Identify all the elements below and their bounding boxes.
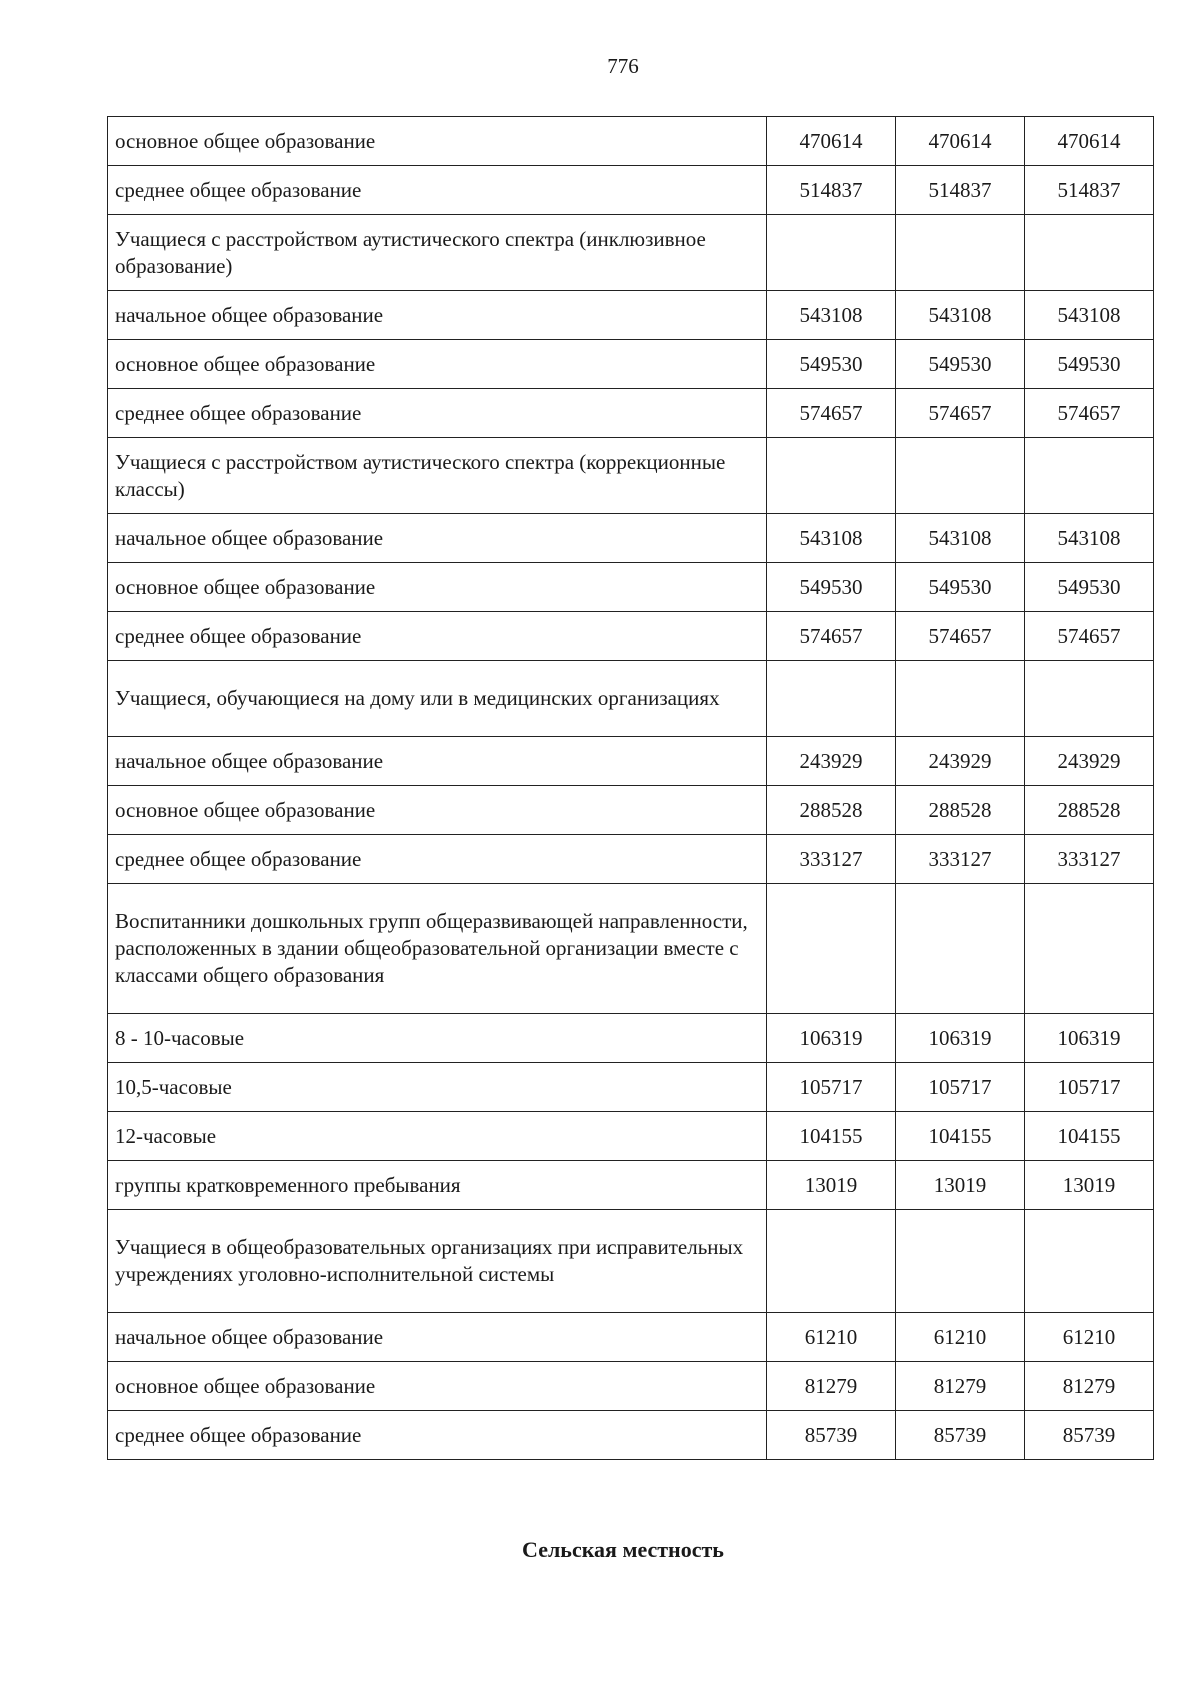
row-value: 243929 [896, 737, 1025, 786]
row-value: 106319 [767, 1014, 896, 1063]
row-value: 574657 [1025, 389, 1154, 438]
row-value [896, 438, 1025, 514]
row-value: 514837 [896, 166, 1025, 215]
row-label: начальное общее образование [108, 737, 767, 786]
row-value: 13019 [896, 1161, 1025, 1210]
row-value: 574657 [896, 389, 1025, 438]
row-value [767, 1210, 896, 1313]
row-label: основное общее образование [108, 340, 767, 389]
row-value: 81279 [767, 1362, 896, 1411]
row-value: 543108 [767, 291, 896, 340]
row-value: 543108 [1025, 291, 1154, 340]
table-row [108, 1063, 1154, 1112]
row-value: 543108 [896, 291, 1025, 340]
row-label: 12-часовые [108, 1112, 767, 1161]
table-row-category [108, 215, 1154, 291]
row-value: 105717 [767, 1063, 896, 1112]
table-row [108, 563, 1154, 612]
row-value: 333127 [896, 835, 1025, 884]
row-value [767, 438, 896, 514]
category-label: Воспитанники дошкольных групп общеразвивающей направленности, расположенных в здании общеобразовательной организации вместе с классами общего образования [108, 884, 767, 1014]
row-value: 61210 [767, 1313, 896, 1362]
row-label: основное общее образование [108, 786, 767, 835]
row-value: 13019 [767, 1161, 896, 1210]
row-value [1025, 438, 1154, 514]
table-row [108, 1362, 1154, 1411]
row-label: среднее общее образование [108, 389, 767, 438]
tariff-table [107, 116, 1154, 1460]
row-value: 106319 [1025, 1014, 1154, 1063]
table-row [108, 1014, 1154, 1063]
row-value: 85739 [896, 1411, 1025, 1460]
row-label: основное общее образование [108, 117, 767, 166]
row-value: 574657 [896, 612, 1025, 661]
row-value [1025, 215, 1154, 291]
row-label: группы кратковременного пребывания [108, 1161, 767, 1210]
row-value: 549530 [1025, 340, 1154, 389]
row-value [1025, 1210, 1154, 1313]
category-label: Учащиеся с расстройством аутистического спектра (коррекционные классы) [108, 438, 767, 514]
row-value: 13019 [1025, 1161, 1154, 1210]
category-label: Учащиеся с расстройством аутистического спектра (инклюзивное образование) [108, 215, 767, 291]
table-row-category [108, 884, 1154, 1014]
row-value: 549530 [896, 563, 1025, 612]
row-label: среднее общее образование [108, 612, 767, 661]
row-value: 470614 [767, 117, 896, 166]
row-value: 333127 [1025, 835, 1154, 884]
table-row [108, 1411, 1154, 1460]
table-row-category [108, 1210, 1154, 1313]
row-value: 243929 [767, 737, 896, 786]
row-value [1025, 884, 1154, 1014]
row-value: 288528 [767, 786, 896, 835]
row-value: 243929 [1025, 737, 1154, 786]
table-row [108, 340, 1154, 389]
row-value: 61210 [1025, 1313, 1154, 1362]
row-value: 288528 [896, 786, 1025, 835]
row-label: среднее общее образование [108, 1411, 767, 1460]
row-value: 549530 [767, 340, 896, 389]
table-row [108, 389, 1154, 438]
table-row [108, 291, 1154, 340]
row-value: 106319 [896, 1014, 1025, 1063]
row-value: 574657 [767, 389, 896, 438]
table-row [108, 514, 1154, 563]
table-row-category [108, 661, 1154, 737]
row-value: 104155 [1025, 1112, 1154, 1161]
row-value: 81279 [1025, 1362, 1154, 1411]
table-row [108, 786, 1154, 835]
row-value: 543108 [1025, 514, 1154, 563]
table-row [108, 117, 1154, 166]
table-row [108, 166, 1154, 215]
row-value: 470614 [896, 117, 1025, 166]
table-row [108, 835, 1154, 884]
row-label: основное общее образование [108, 1362, 767, 1411]
row-value: 514837 [767, 166, 896, 215]
row-label: основное общее образование [108, 563, 767, 612]
row-value: 543108 [896, 514, 1025, 563]
row-value: 549530 [896, 340, 1025, 389]
row-value: 85739 [767, 1411, 896, 1460]
row-value: 61210 [896, 1313, 1025, 1362]
row-value: 549530 [767, 563, 896, 612]
page-number: 776 [607, 54, 639, 78]
row-label: среднее общее образование [108, 835, 767, 884]
row-value [767, 884, 896, 1014]
row-value: 514837 [1025, 166, 1154, 215]
row-value: 543108 [767, 514, 896, 563]
category-label: Учащиеся в общеобразовательных организациях при исправительных учреждениях уголовно-исполнительной системы [108, 1210, 767, 1313]
row-value: 81279 [896, 1362, 1025, 1411]
row-value [896, 215, 1025, 291]
row-label: начальное общее образование [108, 1313, 767, 1362]
row-value: 549530 [1025, 563, 1154, 612]
section-heading: Сельская местность [522, 1537, 724, 1562]
table-row [108, 1161, 1154, 1210]
row-value: 104155 [767, 1112, 896, 1161]
row-value [1025, 661, 1154, 737]
row-value: 85739 [1025, 1411, 1154, 1460]
row-label: начальное общее образование [108, 291, 767, 340]
row-value: 104155 [896, 1112, 1025, 1161]
table-row-category [108, 438, 1154, 514]
row-value: 470614 [1025, 117, 1154, 166]
row-label: начальное общее образование [108, 514, 767, 563]
row-value [896, 1210, 1025, 1313]
row-value: 288528 [1025, 786, 1154, 835]
table-row [108, 737, 1154, 786]
row-value: 105717 [1025, 1063, 1154, 1112]
row-value [767, 215, 896, 291]
table-row [108, 612, 1154, 661]
row-value: 574657 [767, 612, 896, 661]
row-label: среднее общее образование [108, 166, 767, 215]
row-value [896, 884, 1025, 1014]
category-label: Учащиеся, обучающиеся на дому или в медицинских организациях [108, 661, 767, 737]
row-value: 105717 [896, 1063, 1025, 1112]
row-value: 574657 [1025, 612, 1154, 661]
row-value: 333127 [767, 835, 896, 884]
row-label: 10,5-часовые [108, 1063, 767, 1112]
row-label: 8 - 10-часовые [108, 1014, 767, 1063]
table-row [108, 1313, 1154, 1362]
table-row [108, 1112, 1154, 1161]
row-value [767, 661, 896, 737]
row-value [896, 661, 1025, 737]
